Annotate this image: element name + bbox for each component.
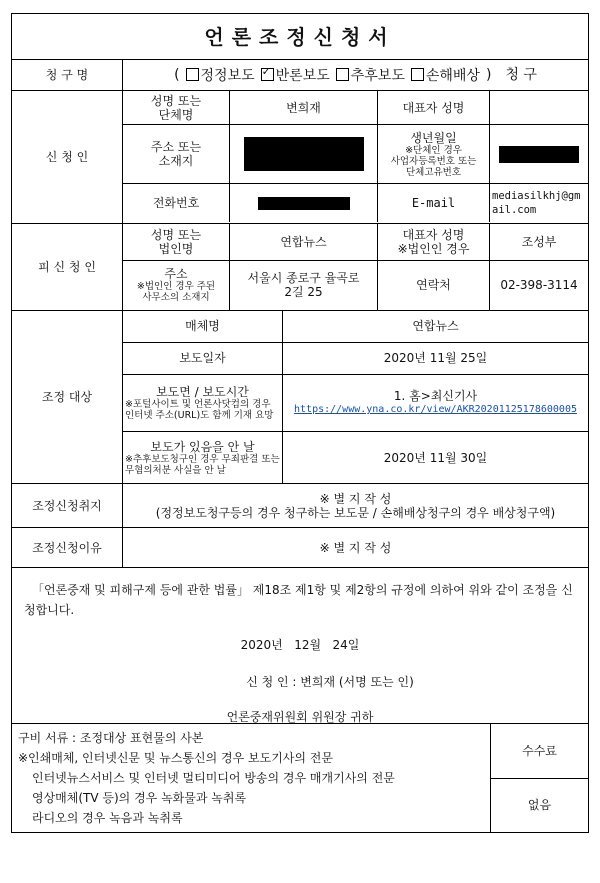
target-date-label: 보도일자 xyxy=(123,343,283,374)
documents-row xyxy=(12,724,588,832)
target-media-label: 매체명 xyxy=(123,311,283,342)
claim-open-paren: ( xyxy=(174,67,180,83)
purpose-note: (정정보도청구등의 경우 청구하는 보도문 / 손해배상청구의 경우 배상청구액) xyxy=(155,505,556,520)
respondent-label: 피 신 청 인 xyxy=(12,224,123,310)
target-known-note: ※추후보도청구인 경우 무죄판결 또는 무혐의처분 사실을 안 날 xyxy=(125,453,280,476)
declaration-box xyxy=(12,568,588,723)
applicant-phone-label: 전화번호 xyxy=(123,184,230,222)
respondent-addr-label: 주소 xyxy=(164,267,188,282)
title-row xyxy=(12,14,588,60)
declaration-signer: 신 청 인 : 변희재 (서명 또는 인) xyxy=(246,675,414,689)
checkbox-checked-icon[interactable] xyxy=(261,68,274,81)
target-known-value: 2020년 11월 30일 xyxy=(383,450,488,465)
reason-label: 조정신청이유 xyxy=(12,528,123,567)
respondent-rep-label: 대표자 성명 xyxy=(402,227,465,242)
target-media-value: 연합뉴스 xyxy=(412,319,459,334)
target-page-note: ※포털사이트 및 언론사닷컴의 경우 인터넷 주소(URL)도 함께 기재 요망 xyxy=(125,398,274,421)
applicant-addr-value xyxy=(230,125,378,183)
applicant-birth-label: 생년월일 xyxy=(410,130,457,145)
documents-line-4: 영상매체(TV 등)의 경우 녹화물과 녹취록 xyxy=(32,791,247,805)
target-date-value: 2020년 11월 25일 xyxy=(383,351,488,366)
claim-option-followup[interactable]: 추후보도 xyxy=(336,68,405,83)
applicant-name-label: 성명 또는 단체명 xyxy=(123,91,230,124)
purpose-row xyxy=(12,484,588,528)
target-label: 조정 대상 xyxy=(12,311,123,483)
applicant-email-label: E-mail xyxy=(378,184,490,222)
target-page-label: 보도면 / 보도시간 xyxy=(156,384,249,399)
applicant-label: 신 청 인 xyxy=(12,91,123,223)
checkbox-icon[interactable] xyxy=(411,68,424,81)
fee-value: 없음 xyxy=(527,798,552,813)
documents-line-3: 인터넷뉴스서비스 및 인터넷 멀티미디어 방송의 경우 매개기사의 전문 xyxy=(32,771,395,785)
target-known-label: 보도가 있음을 안 날 xyxy=(150,439,255,454)
target-page-cell xyxy=(123,375,283,432)
target-page-value-cell xyxy=(283,375,588,432)
purpose-value-cell xyxy=(123,484,588,527)
purpose-value: ※ 별 지 작 성 xyxy=(319,491,392,506)
article-url-link[interactable]: https://www.yna.co.kr/view/AKR20201125178600005 xyxy=(294,403,577,415)
redaction-block xyxy=(244,137,364,171)
checkbox-icon[interactable] xyxy=(336,68,349,81)
applicant-birth-value xyxy=(490,125,588,183)
applicant-section xyxy=(12,91,588,224)
reason-row xyxy=(12,528,588,568)
reason-value: ※ 별 지 작 성 xyxy=(319,540,392,555)
claim-option-rebuttal[interactable]: ✓ 반론보도 xyxy=(261,68,330,83)
claim-row xyxy=(12,60,588,91)
documents-list xyxy=(12,724,491,832)
target-page-value: 1. 홈>최신기사 xyxy=(393,388,478,403)
applicant-birth-note: ※단체인 경우 사업자등록번호 또는 단체고유번호 xyxy=(390,144,477,178)
target-section xyxy=(12,311,588,484)
applicant-email-value: mediasilkhj@gmail.com xyxy=(492,190,581,216)
respondent-contact-label: 연락처 xyxy=(378,261,490,310)
checkbox-icon[interactable] xyxy=(186,68,199,81)
form-title: 언론조정신청서 xyxy=(204,24,396,49)
respondent-name-value: 연합뉴스 xyxy=(230,224,378,260)
respondent-addr-value: 서울시 종로구 율곡로 2길 25 xyxy=(230,261,378,310)
documents-line-2: ※인쇄매체, 인터넷신문 및 뉴스통신의 경우 보도기사의 전문 xyxy=(18,751,333,765)
claim-option-correction[interactable]: 정정보도 xyxy=(186,68,255,83)
declaration-date: 2020년 12월 24일 xyxy=(240,638,360,652)
respondent-rep-cell xyxy=(378,224,490,260)
applicant-birth-cell xyxy=(378,125,490,183)
claim-option-damages[interactable]: 손해배상 xyxy=(411,68,480,83)
claim-label: 청 구 명 xyxy=(12,60,123,90)
respondent-addr-note: ※법인인 경우 주된 사무소의 소재지 xyxy=(136,281,216,304)
respondent-rep-value: 조성부 xyxy=(521,234,557,249)
redaction-block xyxy=(258,197,350,210)
declaration-addressee: 언론중재위원회 위원장 귀하 xyxy=(226,710,374,724)
declaration-row xyxy=(12,568,588,724)
applicant-name-value: 변희재 xyxy=(230,91,378,124)
applicant-phone-value xyxy=(230,184,378,222)
claim-suffix: 청 구 xyxy=(505,67,537,83)
mediation-application-form xyxy=(11,13,589,833)
declaration-text: 「언론중재 및 피해구제 등에 관한 법률」 제18조 제1항 및 제2항의 규정에 의하여 위와 같이 조정을 신청합니다. xyxy=(24,583,573,617)
fee-label: 수수료 xyxy=(491,724,588,779)
documents-line-5: 라디오의 경우 녹음과 녹취록 xyxy=(32,811,183,825)
applicant-rep-value xyxy=(490,91,588,124)
target-known-cell xyxy=(123,432,283,483)
purpose-label: 조정신청취지 xyxy=(12,484,123,527)
claim-options xyxy=(123,60,588,90)
respondent-rep-note: ※법인인 경우 xyxy=(397,241,470,256)
respondent-name-label: 성명 또는 법인명 xyxy=(123,224,230,260)
documents-line-1: 구비 서류 : 조정대상 표현물의 사본 xyxy=(18,731,204,745)
respondent-addr-cell xyxy=(123,261,230,310)
applicant-rep-label: 대표자 성명 xyxy=(378,91,490,124)
respondent-contact-value: 02-398-3114 xyxy=(500,278,578,293)
applicant-addr-label: 주소 또는 소재지 xyxy=(123,125,230,183)
claim-close-paren: ) xyxy=(485,67,492,83)
redaction-block xyxy=(499,146,579,163)
respondent-section xyxy=(12,224,588,311)
